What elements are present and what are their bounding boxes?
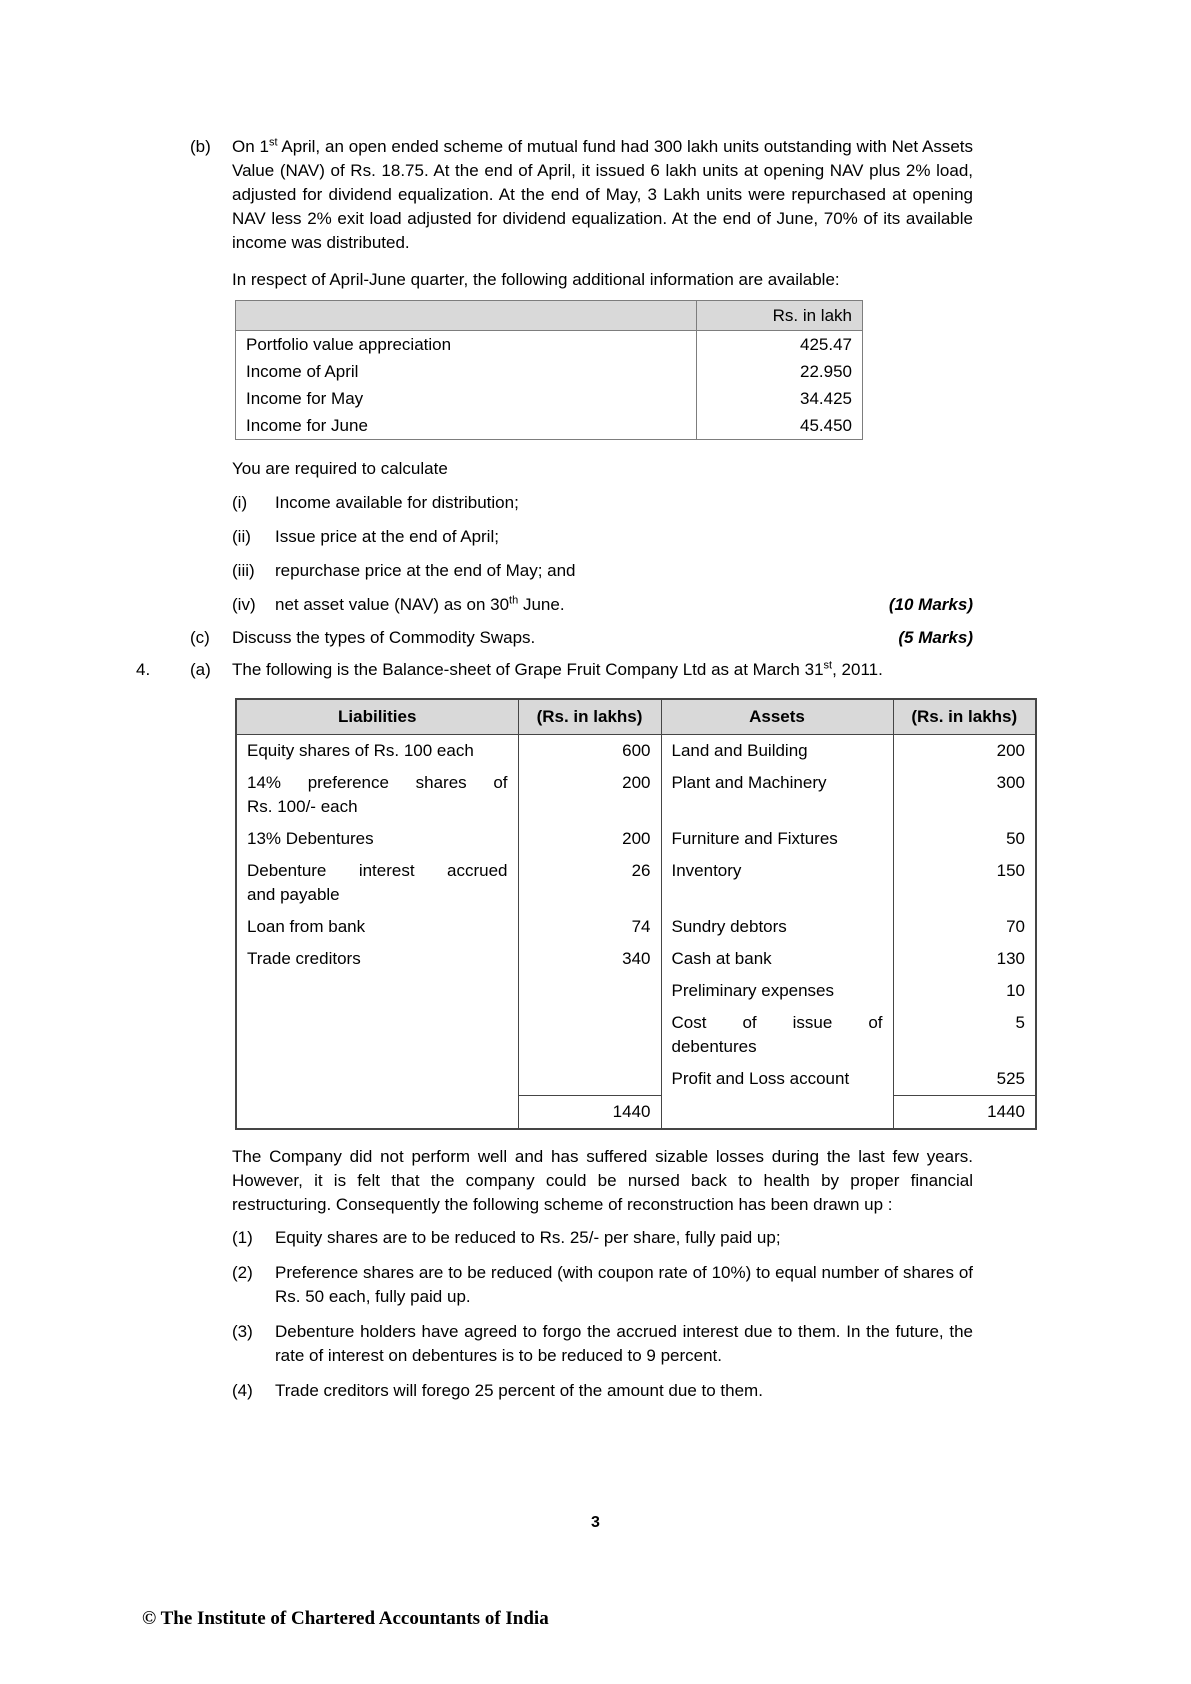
asset-name [661, 855, 893, 911]
cell-text: 14% preference shares of [247, 773, 508, 792]
header-liabilities: Liabilities [236, 699, 518, 735]
list-item [232, 1320, 973, 1368]
list-item-text: Equity shares are to be reduced to Rs. 25/- per share, fully paid up; [275, 1228, 781, 1247]
liability-name [236, 1007, 518, 1063]
balance-sheet-total-row [236, 1096, 1036, 1130]
liability-amount [518, 975, 661, 1007]
list-item-text: Debenture holders have agreed to forgo the accrued interest due to them. In the future, the rate of interest on debentures is to be reduced to 9 percent. [275, 1322, 973, 1365]
list-item-text: Preference shares are to be reduced (with coupon rate of 10%) to equal number of shares of Rs. 50 each, fully paid up. [275, 1263, 973, 1306]
marks-badge: (10 Marks) [888, 595, 973, 614]
list-item [232, 593, 973, 617]
page-number: 3 [591, 1514, 600, 1531]
question-3c-text: Discuss the types of Commodity Swaps. [232, 628, 536, 647]
liability-amount: 74 [518, 911, 661, 943]
header-liab-amount: (Rs. in lakhs) [518, 699, 661, 735]
list-item-text-part: June. [518, 595, 565, 614]
intro-text: , 2011. [832, 660, 883, 679]
list-item-label: (iii) [232, 561, 255, 580]
liability-amount: 600 [518, 735, 661, 768]
liability-name [236, 767, 518, 823]
asset-amount: 150 [893, 855, 1036, 911]
asset-name [661, 735, 893, 768]
item-label-a: (a) [190, 660, 211, 679]
asset-amount: 300 [893, 767, 1036, 823]
balance-sheet-header-row [236, 699, 1036, 735]
liability-name [236, 1063, 518, 1096]
asset-amount: 200 [893, 735, 1036, 768]
row-value: 45.450 [697, 412, 863, 440]
list-item [232, 1226, 973, 1250]
row-value: 34.425 [697, 385, 863, 412]
asset-name [661, 823, 893, 855]
income-table-header-row [236, 301, 863, 331]
table-row [236, 358, 863, 385]
list-item [232, 1379, 973, 1403]
balance-sheet-row [236, 943, 1036, 975]
cell-text: Profit and Loss account [671, 1069, 850, 1088]
liability-name [236, 735, 518, 768]
asset-amount: 525 [893, 1063, 1036, 1096]
liability-amount: 200 [518, 823, 661, 855]
liability-amount [518, 1007, 661, 1063]
liability-amount: 340 [518, 943, 661, 975]
balance-sheet-row [236, 975, 1036, 1007]
list-item-label: (iv) [232, 595, 256, 614]
list-item-label: (4) [232, 1381, 253, 1400]
income-table-value-header: Rs. in lakh [697, 301, 863, 331]
cell-text: Equity shares of Rs. 100 each [247, 741, 474, 760]
balance-sheet-row [236, 855, 1036, 911]
asset-name-blank [661, 1096, 893, 1130]
table-row [236, 385, 863, 412]
calc-intro-text: You are required to calculate [232, 459, 448, 478]
row-label: Income of April [246, 362, 359, 381]
liability-name [236, 855, 518, 911]
liability-name-blank [236, 1096, 518, 1130]
list-item-label: (i) [232, 493, 248, 512]
asset-name [661, 1063, 893, 1096]
liabilities-total: 1440 [518, 1096, 661, 1130]
cell-text: 13% Debentures [247, 829, 374, 848]
asset-amount: 10 [893, 975, 1036, 1007]
cell-text: Debenture interest accrued [247, 861, 508, 880]
asset-name [661, 767, 893, 823]
question-4a [136, 658, 973, 682]
table-row [236, 412, 863, 440]
cell-text: Land and Building [671, 741, 808, 760]
row-label: Income for May [246, 389, 364, 408]
calc-intro-row [190, 457, 973, 481]
row-label: Income for June [246, 416, 368, 435]
subparagraph-text: In respect of April-June quarter, the following additional information are available: [232, 270, 840, 289]
list-item-label: (3) [232, 1322, 253, 1341]
liability-amount: 200 [518, 767, 661, 823]
cell-text: debentures [671, 1037, 757, 1056]
list-item-label: (ii) [232, 527, 251, 546]
list-item-text-part: net asset value (NAV) as on 30 [275, 595, 510, 614]
income-table-blank-header [236, 301, 697, 331]
list-item-text: Trade creditors will forego 25 percent of the amount due to them. [275, 1381, 763, 1400]
cell-text: Plant and Machinery [671, 773, 827, 792]
cell-text: Cost of issue of [671, 1013, 883, 1032]
balance-sheet-row [236, 823, 1036, 855]
list-item-text: Income available for distribution; [275, 493, 519, 512]
row-label: Portfolio value appreciation [246, 335, 452, 354]
superscript: th [509, 594, 519, 607]
balance-sheet-row [236, 1007, 1036, 1063]
list-item-text: repurchase price at the end of May; and [275, 561, 576, 580]
list-item-text [275, 593, 889, 617]
superscript: st [268, 136, 278, 149]
income-table [235, 300, 863, 440]
balance-sheet-row [236, 911, 1036, 943]
question-3c [190, 626, 973, 650]
question-3b-subparagraph [190, 268, 973, 292]
cell-text: and payable [247, 885, 340, 904]
paragraph-text: The Company did not perform well and has suffered sizable losses during the last few years. However, it is felt that the company could be nursed back to health by proper financial restructuring. Consequently the following scheme of reconstruction has been drawn up : [232, 1147, 973, 1214]
superscript: st [823, 659, 833, 672]
cell-text: Furniture and Fixtures [671, 829, 838, 848]
row-value: 22.950 [697, 358, 863, 385]
asset-amount: 5 [893, 1007, 1036, 1063]
question-3b [190, 135, 973, 255]
scheme-list [190, 1217, 973, 1403]
asset-name [661, 975, 893, 1007]
cell-text: Inventory [671, 861, 742, 880]
balance-sheet-table [235, 698, 1037, 1130]
asset-name [661, 1007, 893, 1063]
paragraph-text: On 1 [232, 137, 269, 156]
list-item-label: (2) [232, 1263, 253, 1282]
list-item [232, 491, 973, 515]
cell-text: Rs. 100/- each [247, 797, 358, 816]
item-label-b: (b) [190, 137, 211, 156]
header-assets: Assets [661, 699, 893, 735]
list-item-label: (1) [232, 1228, 253, 1247]
assets-total: 1440 [893, 1096, 1036, 1130]
copyright-footer: © The Institute of Chartered Accountants of India [142, 1608, 549, 1629]
list-item [232, 525, 973, 549]
balance-sheet-row [236, 1063, 1036, 1096]
asset-name [661, 943, 893, 975]
list-item [232, 559, 973, 583]
cell-text: Preliminary expenses [671, 981, 835, 1000]
question-number: 4. [136, 660, 151, 679]
liability-amount: 26 [518, 855, 661, 911]
cell-text: Sundry debtors [671, 917, 787, 936]
balance-sheet-row [236, 735, 1036, 768]
cell-text: Cash at bank [671, 949, 772, 968]
header-asset-amount: (Rs. in lakhs) [893, 699, 1036, 735]
question-4a-paragraph [190, 1145, 973, 1217]
marks-badge: (5 Marks) [898, 628, 973, 647]
paragraph-text: April, an open ended scheme of mutual fund had 300 lakh units outstanding with Net Assets Value (NAV) of Rs. 18.75. At the end of April, it issued 6 lakh units at opening NAV plus 2% load, adjusted for dividend equalization. At the end of May, 3 Lakh units were repurchased at opening NAV less 2% exit load adjusted for dividend equalization. At the end of June, 70% of its available income was distributed. [232, 137, 973, 252]
liability-name [236, 823, 518, 855]
liability-name [236, 943, 518, 975]
question-3b-paragraph [232, 135, 973, 255]
liability-amount [518, 1063, 661, 1096]
row-value: 425.47 [697, 331, 863, 359]
list-item [232, 1261, 973, 1309]
question-4a-intro [232, 658, 973, 682]
intro-text: The following is the Balance-sheet of Grape Fruit Company Ltd as at March 31 [232, 660, 824, 679]
asset-amount: 70 [893, 911, 1036, 943]
balance-sheet-row [236, 767, 1036, 823]
liability-name [236, 975, 518, 1007]
cell-text: Loan from bank [247, 917, 366, 936]
cell-text: Trade creditors [247, 949, 361, 968]
liability-name [236, 911, 518, 943]
calc-list [190, 481, 973, 617]
asset-amount: 130 [893, 943, 1036, 975]
item-label-c: (c) [190, 628, 210, 647]
list-item-text: Issue price at the end of April; [275, 527, 499, 546]
asset-amount: 50 [893, 823, 1036, 855]
table-row [236, 331, 863, 359]
asset-name [661, 911, 893, 943]
